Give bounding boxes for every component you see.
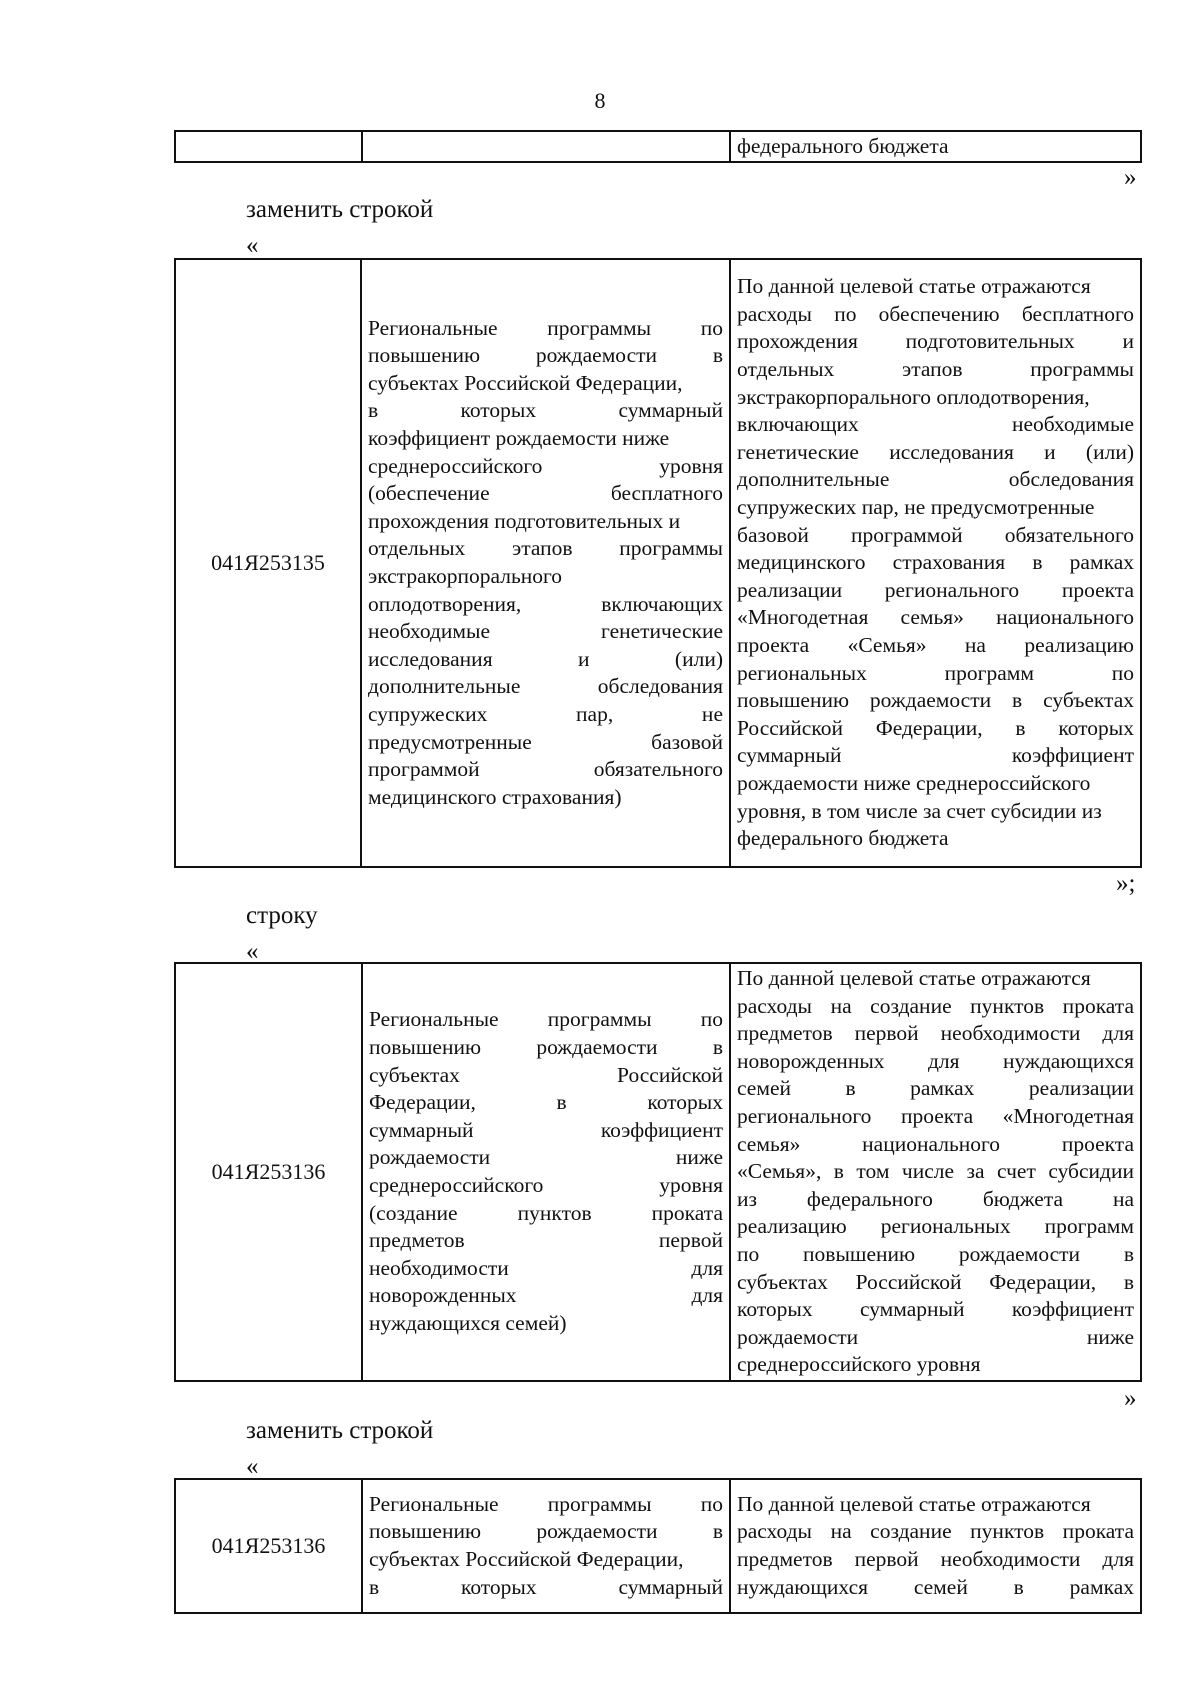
description-line: суммарный коэффициент (737, 743, 1134, 768)
name-line: рождаемости ниже (369, 1145, 723, 1170)
closing-quote: »; (1116, 870, 1136, 897)
description-line: федерального бюджета (737, 826, 949, 851)
name-line: предметов первой (369, 1228, 723, 1253)
name-line: дополнительные обследования (368, 674, 723, 699)
heading-replace-with-row: заменить строкой (246, 1417, 434, 1444)
description-cell (730, 1479, 1141, 1613)
name-line: повышению рождаемости в (369, 1519, 723, 1544)
name-line: в которых суммарный (368, 398, 723, 423)
page-number: 8 (594, 88, 606, 113)
name-line: предусмотренные базовой (368, 729, 723, 754)
name-line: субъектах Российской Федерации, (369, 1547, 684, 1571)
description-line: среднероссийского уровня (737, 1352, 981, 1377)
opening-quote: « (246, 938, 259, 965)
closing-quote: » (1124, 164, 1137, 191)
name-line: субъектах Российской (369, 1062, 723, 1087)
code-cell: 041Я253136 (175, 963, 362, 1381)
name-cell (362, 1479, 730, 1613)
description-line: расходы по обеспечению бесплатного (737, 301, 1134, 326)
name-line: среднероссийского уровня (368, 453, 723, 478)
description-line: включающих необходимые (737, 412, 1134, 437)
description-line: расходы на создание пунктов проката (737, 1519, 1134, 1544)
name-line: экстракорпорального (368, 564, 563, 588)
name-line: в которых суммарный (369, 1574, 723, 1599)
opening-quote: « (246, 232, 259, 259)
description-line: региональных программ по (737, 660, 1134, 685)
code-cell (175, 131, 362, 162)
description-line: отдельных этапов программы (737, 357, 1134, 382)
heading-row: строку (246, 902, 318, 929)
opening-quote: « (246, 1453, 259, 1480)
table-row-041Я253135 (174, 258, 1142, 868)
name-cell (362, 963, 730, 1381)
description-line: По данной целевой статье отражаются (737, 1491, 1091, 1516)
description-line: новорожденных для нуждающихся (737, 1048, 1134, 1073)
name-line: Региональные программы по (368, 315, 723, 340)
description-line: экстракорпорального оплодотворения, (737, 384, 1090, 409)
description-line: федерального бюджета (737, 133, 949, 158)
description-line: По данной целевой статье отражаются (737, 966, 1091, 991)
name-line: новорожденных для (369, 1283, 723, 1308)
heading-replace-with-row: заменить строкой (246, 196, 434, 223)
code-cell: 041Я253135 (175, 259, 361, 867)
name-line: нуждающихся семей) (369, 1310, 567, 1335)
name-line: (создание пунктов проката (369, 1200, 723, 1225)
name-line: суммарный коэффициент (369, 1117, 723, 1142)
description-line: медицинского страхования в рамках (737, 550, 1134, 575)
table-row-041Я253136-replacement (174, 1478, 1142, 1614)
description-line: По данной целевой статье отражаются (737, 274, 1091, 299)
description-line: предметов первой необходимости для (737, 1547, 1134, 1571)
name-line: необходимости для (369, 1255, 723, 1280)
name-line: программой обязательного (368, 757, 723, 782)
description-line: «Семья», в том числе за счет субсидии (737, 1159, 1134, 1184)
name-line: медицинского страхования) (368, 784, 622, 809)
description-line: рождаемости ниже (737, 1324, 1134, 1349)
name-line: оплодотворения, включающих (368, 591, 723, 616)
name-line: исследования и (или) (368, 646, 723, 671)
description-line: реализацию региональных программ (737, 1214, 1134, 1239)
description-line: дополнительные обследования (737, 467, 1134, 492)
description-line: регионального проекта «Многодетная (737, 1104, 1134, 1129)
description-line: предметов первой необходимости для (737, 1021, 1134, 1046)
description-cell (730, 259, 1141, 867)
name-cell (362, 131, 730, 162)
table-row-041Я253136 (174, 962, 1142, 1382)
table-top-row (174, 130, 1142, 163)
name-line: прохождения подготовительных и (368, 508, 681, 533)
description-cell (730, 131, 1141, 162)
name-line: отдельных этапов программы (368, 536, 723, 561)
name-line: супружеских пар, не (368, 701, 723, 726)
description-line: семья» национального проекта (737, 1131, 1134, 1156)
description-line: которых суммарный коэффициент (737, 1297, 1134, 1322)
name-line: необходимые генетические (368, 619, 723, 644)
name-line: коэффициент рождаемости ниже (368, 426, 670, 451)
description-line: Российской Федерации, в которых (737, 715, 1134, 740)
description-line: прохождения подготовительных и (737, 329, 1134, 354)
name-line: субъектах Российской Федерации, (368, 370, 683, 395)
closing-quote: » (1124, 1385, 1137, 1412)
description-line: супружеских пар, не предусмотренные (737, 495, 1095, 520)
name-cell (361, 259, 730, 867)
name-line: (обеспечение бесплатного (368, 481, 723, 506)
description-line: расходы на создание пунктов проката (737, 993, 1134, 1018)
description-line: нуждающихся семей в рамках (737, 1574, 1134, 1599)
description-line: рождаемости ниже среднероссийского (737, 770, 1091, 795)
description-line: субъектах Российской Федерации, в (737, 1269, 1134, 1294)
description-line: из федерального бюджета на (737, 1186, 1134, 1211)
description-line: проекта «Семья» на реализацию (737, 632, 1134, 657)
name-line: Региональные программы по (369, 1007, 723, 1032)
name-line: Федерации, в которых (369, 1090, 723, 1115)
code-cell: 041Я253136 (175, 1479, 362, 1613)
name-line: среднероссийского уровня (369, 1173, 723, 1197)
description-line: реализации регионального проекта (737, 577, 1134, 602)
description-line: уровня, в том числе за счет субсидии из (737, 798, 1102, 823)
description-line: генетические исследования и (или) (737, 439, 1134, 464)
name-line: повышению рождаемости в (369, 1035, 723, 1060)
description-line: по повышению рождаемости в (737, 1241, 1134, 1266)
description-line: базовой программой обязательного (737, 522, 1134, 547)
description-line: повышению рождаемости в субъектах (737, 688, 1134, 713)
description-line: «Многодетная семья» национального (737, 605, 1134, 630)
name-line: Региональные программы по (369, 1491, 723, 1516)
name-line: повышению рождаемости в (368, 343, 723, 368)
description-line: семей в рамках реализации (737, 1076, 1134, 1101)
description-cell (730, 963, 1141, 1381)
